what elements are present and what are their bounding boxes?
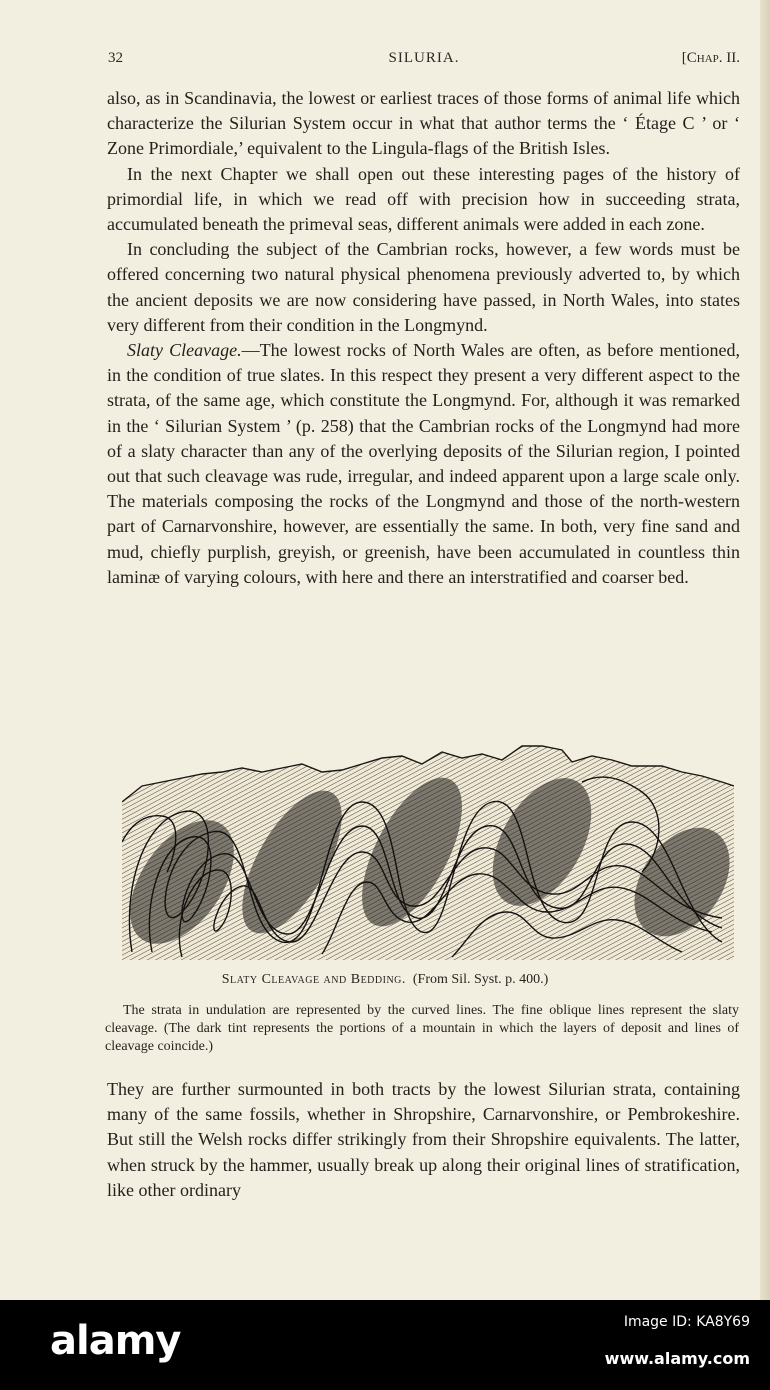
chapter-label: [Chap. II. (681, 50, 740, 66)
cleavage-engraving (122, 742, 734, 960)
running-title: SILURIA. (388, 50, 460, 66)
image-id-label: Image ID: KA8Y69 (623, 1314, 750, 1330)
paragraph-surmounted: They are further surmounted in both tracts by the lowest Silurian strata, containing many of the same fossils, whether in Shropshire, Carnarvonshire, or Pembrokeshire. But still the Welsh rocks differ strikingly from their Shropshire equivalents. The latter, when struck by the hammer, usually break up along their original lines of stratification, like other ordinary (107, 1079, 740, 1200)
paragraph-slaty-cleavage (107, 338, 740, 590)
text-block-bottom (107, 1077, 740, 1203)
site-url-link[interactable]: www.alamy.com (604, 1349, 750, 1368)
text-block-top (107, 86, 740, 590)
brand-logo: alamy (50, 1318, 181, 1364)
slaty-cleavage-heading: Slaty Cleavage. (127, 340, 242, 361)
slaty-cleavage-text: —The lowest rocks of North Wales are often, as before mentioned, in the condition of true slates. In this respect they present a very different aspect to the strata, of the same age, which constitute the Longmynd. For, although it was remarked in the ‘ Silurian System ’ (p. 258) that the Cambrian rocks of the Longmynd had more of a slaty character than any of the overlying deposits of the Silurian region, I pointed out that such cleavage was rude, irregular, and indeed apparent upon a large scale only. The materials composing the rocks of the Longmynd and those of the north-western part of Carnarvonshire, however, are essentially the same. In both, very fine sand and mud, chiefly purplish, greyish, or greenish, have been accumulated in countless thin laminæ of varying colours, with here and there an interstratified and coarser bed. (107, 340, 741, 587)
stock-footer-bar (0, 1300, 770, 1390)
slaty-cleavage-figure (122, 742, 734, 960)
figure-caption-title: Slaty Cleavage and Bedding. (221, 972, 406, 987)
paragraph-cambrian: In concluding the subject of the Cambrian rocks, however, a few words must be offered concerning two natural physical phenomena previously adverted to, by which the ancient deposits we are now considering have passed, in North Wales, into states very different from their condition in the Longmynd. (107, 239, 740, 335)
figure-description-text: The strata in undulation are represented by the curved lines. The fine oblique lines represent the slaty cleavage. (The dark tint represents the portions of a mountain in which the layers of deposit and lines of cleavage coincide.) (105, 1003, 739, 1054)
page-number: 32 (108, 50, 123, 66)
page-edge-shadow (760, 0, 770, 1300)
figure-caption (0, 972, 770, 988)
running-head (108, 50, 740, 72)
figure-caption-source: (From Sil. Syst. p. 400.) (412, 972, 549, 987)
paragraph-next-chapter: In the next Chapter we shall open out these interesting pages of the history of primordial life, in which we read off with precision how in succeeding strata, accumulated beneath the primeval seas, different animals were added in each zone. (107, 163, 740, 235)
paragraph-continuation: also, as in Scandinavia, the lowest or earliest traces of those forms of animal life which characterize the Silurian System occur in what that author terms the ‘ Étage C ’ or ‘ Zone Primordiale,’ equivalent to the Lingula-flags of the British Isles. (107, 88, 740, 159)
figure-description (105, 1002, 739, 1056)
